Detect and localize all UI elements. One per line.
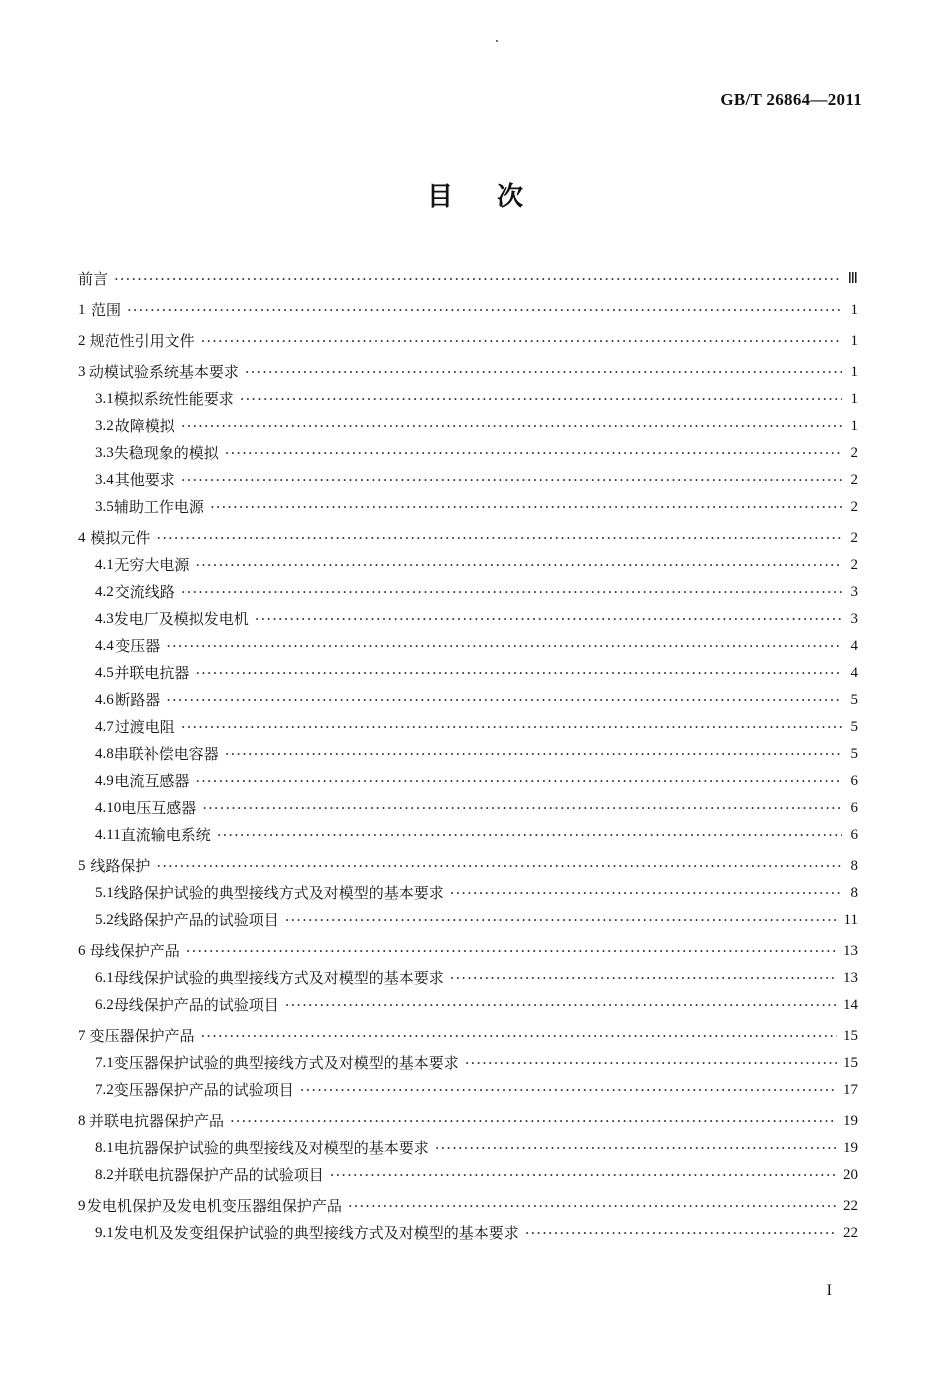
toc-entry-page: 1 — [850, 302, 858, 318]
toc-entry-number: 4.2 — [95, 584, 114, 600]
toc-entry-number: 6.1 — [95, 970, 114, 986]
toc-entry-number: 4.11 — [95, 827, 121, 843]
toc-entry-title: 规范性引用文件 — [89, 332, 195, 350]
toc-entry[interactable] — [78, 1023, 858, 1050]
toc-entry-number: 3.1 — [95, 391, 114, 407]
toc-entry-title: 线路保护产品的试验项目 — [113, 911, 279, 929]
toc-entry-number: 9.1 — [95, 1225, 114, 1241]
toc-entry-title: 前言 — [78, 270, 109, 288]
toc-leader-dots — [285, 907, 838, 934]
toc-leader-dots — [181, 714, 842, 741]
toc-entry[interactable] — [78, 386, 858, 413]
toc-entry[interactable] — [78, 992, 858, 1019]
toc-entry-number: 3.5 — [95, 499, 114, 515]
toc-entry-number: 6 — [78, 943, 86, 959]
toc-leader-dots — [114, 266, 842, 293]
toc-entry[interactable] — [78, 1077, 858, 1104]
toc-entry-number: 4.4 — [95, 638, 114, 654]
toc-entry[interactable] — [78, 880, 858, 907]
toc-entry-number: 1 — [78, 302, 86, 318]
toc-entry-page: 1 — [850, 364, 858, 380]
toc-entry-title: 辅助工作电源 — [113, 498, 204, 516]
toc-entry[interactable] — [78, 1162, 858, 1189]
toc-entry-title: 电抗器保护试验的典型接线及对模型的基本要求 — [113, 1139, 429, 1157]
toc-entry-title: 并联电抗器 — [114, 664, 190, 682]
toc-entry-page: 5 — [850, 719, 858, 735]
toc-entry-title: 交流线路 — [114, 583, 175, 601]
toc-entry-number: 3.3 — [95, 445, 114, 461]
toc-entry[interactable] — [78, 741, 858, 768]
toc-entry[interactable] — [78, 1220, 858, 1247]
toc-entry-page: 1 — [850, 391, 858, 407]
toc-entry-page: 3 — [850, 611, 858, 627]
toc-entry-page: 19 — [843, 1113, 858, 1129]
toc-entry-number: 7.1 — [95, 1055, 114, 1071]
toc-entry-title: 直流输电系统 — [120, 826, 211, 844]
toc-entry-page: 19 — [843, 1140, 858, 1156]
toc-entry-title: 线路保护试验的典型接线方式及对模型的基本要求 — [113, 884, 444, 902]
toc-leader-dots — [285, 992, 837, 1019]
toc-leader-dots — [240, 386, 842, 413]
toc-entry[interactable] — [78, 552, 858, 579]
toc-entry-page: 1 — [850, 333, 858, 349]
toc-leader-dots — [300, 1077, 837, 1104]
toc-entry-page: 15 — [843, 1028, 858, 1044]
toc-entry-page: 2 — [850, 530, 858, 546]
toc-title-char-1: 目 — [426, 182, 453, 212]
toc-entry-page: 11 — [843, 912, 858, 928]
toc-leader-dots — [225, 440, 842, 467]
toc-entry-number: 4.5 — [95, 665, 114, 681]
page-number: I — [826, 1282, 832, 1299]
toc-entry-number: 7 — [78, 1028, 86, 1044]
toc-entry-page: 6 — [850, 827, 858, 843]
toc-entry-page: 13 — [843, 943, 858, 959]
toc-entry-title: 动模试验系统基本要求 — [88, 363, 239, 381]
toc-entry[interactable] — [78, 440, 858, 467]
toc-entry-page: 5 — [850, 692, 858, 708]
toc-entry-number: 4.6 — [95, 692, 114, 708]
toc-entry[interactable] — [78, 266, 858, 293]
toc-entry-title: 失稳现象的模拟 — [113, 444, 219, 462]
toc-leader-dots — [156, 853, 842, 880]
toc-entry[interactable] — [78, 633, 858, 660]
toc-entry[interactable] — [78, 938, 858, 965]
toc-entry-title: 母线保护试验的典型接线方式及对模型的基本要求 — [113, 969, 444, 987]
toc-entry-page: 22 — [843, 1225, 858, 1241]
toc-entry[interactable] — [78, 768, 858, 795]
toc-entry-page: 6 — [850, 800, 858, 816]
toc-entry[interactable] — [78, 822, 858, 849]
toc-entry-number: 4.1 — [95, 557, 114, 573]
toc-entry[interactable] — [78, 795, 858, 822]
toc-entry-title: 断路器 — [115, 691, 161, 709]
toc-entry-page: 20 — [843, 1167, 858, 1183]
toc-entry[interactable] — [78, 297, 858, 324]
toc-entry-number: 7.2 — [95, 1082, 114, 1098]
toc-entry-page: 15 — [843, 1055, 858, 1071]
toc-entry-page: 2 — [850, 557, 858, 573]
toc-entry-title: 其他要求 — [114, 471, 175, 489]
toc-entry[interactable] — [78, 907, 858, 934]
toc-entry-page: 1 — [850, 418, 858, 434]
toc-entry-number: 8.2 — [95, 1167, 114, 1183]
toc-entry-page: 5 — [850, 746, 858, 762]
toc-entry-title: 模拟元件 — [90, 529, 151, 547]
toc-entry-title: 变压器保护产品的试验项目 — [113, 1081, 294, 1099]
toc-entry-title: 线路保护 — [90, 857, 151, 875]
toc-leader-dots — [330, 1162, 837, 1189]
toc-entry[interactable] — [78, 494, 858, 521]
toc-entry-title: 变压器保护试验的典型接线方式及对模型的基本要求 — [113, 1054, 459, 1072]
toc-entry-page: 3 — [850, 584, 858, 600]
toc-leader-dots — [202, 795, 842, 822]
toc-entry-title: 无穷大电源 — [114, 556, 190, 574]
toc-leader-dots — [435, 1135, 837, 1162]
toc-leader-dots — [230, 1108, 837, 1135]
toc-entry[interactable] — [78, 328, 858, 355]
standard-code: GB/T 26864—2011 — [720, 90, 862, 109]
toc-leader-dots — [525, 1220, 837, 1247]
toc-entry-title: 母线保护产品的试验项目 — [113, 996, 279, 1014]
toc-entry-title: 并联电抗器保护产品 — [88, 1112, 224, 1130]
toc-entry-title: 母线保护产品 — [89, 942, 180, 960]
toc-entry[interactable] — [78, 1050, 858, 1077]
toc-entry[interactable] — [78, 660, 858, 687]
toc-title — [0, 176, 950, 213]
toc-entry[interactable] — [78, 1108, 858, 1135]
toc-entry-number: 9 — [78, 1198, 86, 1214]
toc-entry-title: 发电机及发变组保护试验的典型接线方式及对模型的基本要求 — [113, 1224, 519, 1242]
toc-entry-number: 5.2 — [95, 912, 114, 928]
toc-entry-number: 3.2 — [95, 418, 114, 434]
toc-entry-number: 3.4 — [95, 472, 114, 488]
toc-entry-title: 电压互感器 — [121, 799, 197, 817]
toc-entry-title: 变压器保护产品 — [89, 1027, 195, 1045]
toc-entry-page: 2 — [850, 499, 858, 515]
toc-leader-dots — [195, 660, 842, 687]
toc-entry-title: 串联补偿电容器 — [113, 745, 219, 763]
toc-entry[interactable] — [78, 687, 858, 714]
toc-entry-number: 4.7 — [95, 719, 114, 735]
toc-entry-page: 2 — [850, 472, 858, 488]
toc-entry-page: 6 — [850, 773, 858, 789]
toc-leader-dots — [181, 579, 842, 606]
toc-leader-dots — [225, 741, 842, 768]
toc-leader-dots — [186, 938, 837, 965]
toc-entry-number: 4.10 — [95, 800, 122, 816]
table-of-contents — [78, 266, 858, 1247]
toc-leader-dots — [127, 297, 842, 324]
toc-entry-number: 4.8 — [95, 746, 114, 762]
toc-entry-page: 4 — [850, 665, 858, 681]
toc-entry-title: 发电机保护及发电机变压器组保护产品 — [86, 1197, 342, 1215]
toc-entry-page: 17 — [843, 1082, 858, 1098]
toc-entry-number: 4.9 — [95, 773, 114, 789]
toc-leader-dots — [181, 467, 842, 494]
toc-entry[interactable] — [78, 853, 858, 880]
toc-entry-number: 4.3 — [95, 611, 114, 627]
toc-entry[interactable] — [78, 714, 858, 741]
toc-leader-dots — [465, 1050, 837, 1077]
toc-leader-dots — [217, 822, 842, 849]
toc-entry[interactable] — [78, 1135, 858, 1162]
toc-entry-title: 范围 — [90, 301, 121, 319]
toc-entry-title: 故障模拟 — [114, 417, 175, 435]
toc-entry-title: 模拟系统性能要求 — [113, 390, 234, 408]
toc-entry-title: 并联电抗器保护产品的试验项目 — [113, 1166, 324, 1184]
toc-entry-page: 13 — [843, 970, 858, 986]
toc-leader-dots — [450, 880, 842, 907]
toc-entry-page: 14 — [843, 997, 858, 1013]
toc-entry-number: 2 — [78, 333, 86, 349]
toc-entry-number: 5.1 — [95, 885, 114, 901]
toc-leader-dots — [166, 687, 842, 714]
toc-entry-number: 5 — [78, 858, 86, 874]
toc-leader-dots — [210, 494, 842, 521]
toc-entry[interactable] — [78, 965, 858, 992]
toc-leader-dots — [245, 359, 842, 386]
toc-entry[interactable] — [78, 359, 858, 386]
scan-speck — [496, 40, 498, 42]
toc-entry[interactable] — [78, 413, 858, 440]
toc-leader-dots — [195, 552, 842, 579]
toc-leader-dots — [348, 1193, 837, 1220]
toc-entry-title: 发电厂及模拟发电机 — [113, 610, 249, 628]
toc-entry[interactable] — [78, 1193, 858, 1220]
toc-leader-dots — [166, 633, 842, 660]
toc-title-char-2: 次 — [497, 182, 524, 212]
toc-entry-page: 2 — [850, 445, 858, 461]
toc-entry-title: 变压器 — [115, 637, 161, 655]
toc-entry[interactable] — [78, 467, 858, 494]
toc-entry-number: 8.1 — [95, 1140, 114, 1156]
toc-entry-page: 8 — [850, 858, 858, 874]
toc-entry[interactable] — [78, 606, 858, 633]
toc-entry-title: 过渡电阻 — [114, 718, 175, 736]
toc-entry-page: 8 — [850, 885, 858, 901]
toc-entry-page: 22 — [843, 1198, 858, 1214]
toc-leader-dots — [201, 1023, 837, 1050]
toc-leader-dots — [195, 768, 842, 795]
toc-entry[interactable] — [78, 525, 858, 552]
toc-entry[interactable] — [78, 579, 858, 606]
toc-entry-title: 电流互感器 — [114, 772, 190, 790]
toc-entry-page: 4 — [850, 638, 858, 654]
toc-entry-number: 4 — [78, 530, 86, 546]
toc-leader-dots — [181, 413, 842, 440]
toc-entry-number: 6.2 — [95, 997, 114, 1013]
toc-entry-page: Ⅲ — [847, 271, 858, 287]
toc-entry-number: 8 — [78, 1113, 86, 1129]
toc-leader-dots — [255, 606, 842, 633]
toc-leader-dots — [156, 525, 842, 552]
toc-entry-number: 3 — [78, 364, 86, 380]
toc-leader-dots — [450, 965, 837, 992]
toc-leader-dots — [201, 328, 842, 355]
